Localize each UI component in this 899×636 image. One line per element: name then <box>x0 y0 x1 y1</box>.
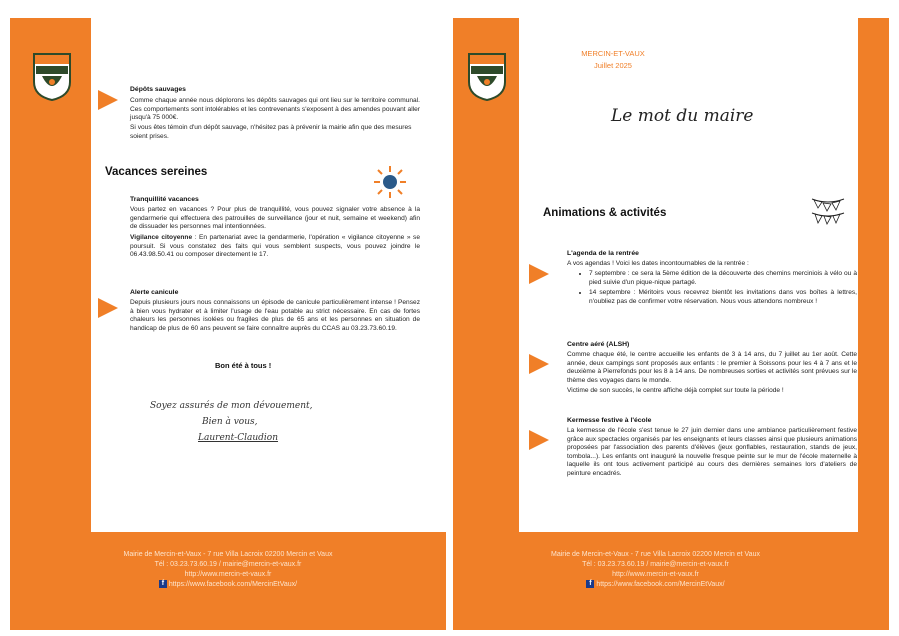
depots-body: Comme chaque année nous déplorons les dépôts sauvages qui ont lieu sur le territoire communal. Ces comportements sont intolérables et les contrevenants s'exposent à des amendes pouvant aller jusqu'à 75 000€. <box>130 97 420 122</box>
bunting-icon <box>811 196 845 226</box>
agenda-title: L'agenda de la rentrée <box>567 250 639 257</box>
footer-facebook[interactable]: https://www.facebook.com/MercinEtVaux/ <box>596 581 725 588</box>
tranquillite-body: Vous partez en vacances ? Pour plus de tranquillité, vous pouvez signaler votre absence à la gendarmerie qui effectuera des patrouilles de surveillance (jour et nuit, semaine et weekend) afin de dissuader les personnes mal intentionnées. <box>130 206 420 231</box>
right-footer <box>453 550 858 590</box>
footer-address: Mairie de Mercin-et-Vaux - 7 rue Villa Lacroix 02200 Mercin et Vaux <box>551 551 760 558</box>
closing-text: Bon été à tous ! <box>215 361 272 370</box>
signature <box>150 398 380 446</box>
footer-address: Mairie de Mercin-et-Vaux - 7 rue Villa Lacroix 02200 Mercin et Vaux <box>123 551 333 558</box>
section-arrow <box>529 354 549 374</box>
left-footer <box>10 550 446 590</box>
footer-facebook-row <box>453 580 858 590</box>
header-date: Juillet 2025 <box>594 61 632 70</box>
kermesse-title: Kermesse festive à l'école <box>567 417 652 424</box>
signature-line-2: Bien à vous, <box>202 417 258 427</box>
section-arrow <box>98 90 118 110</box>
animations-heading: Animations & activités <box>543 207 667 219</box>
section-arrow <box>529 264 549 284</box>
canicule-title: Alerte canicule <box>130 289 179 296</box>
depots-body-2: Si vous êtes témoin d'un dépôt sauvage, n'hésitez pas à prévenir la mairie afin que des mesures soient prises. <box>130 124 412 140</box>
vigilance-paragraph <box>130 234 420 260</box>
facebook-icon[interactable]: f <box>586 580 594 588</box>
section-arrow <box>98 298 118 318</box>
commune-logo <box>32 52 72 102</box>
centre-body: Comme chaque été, le centre accueille les enfants de 3 à 14 ans, du 7 juillet au 1er août. Cette année, deux campings sont proposés aux enfants : le premier à Soissons pour les 4 à 7 ans et le deuxième à Pierrefonds pour les 8 à 14 ans. De nombreuses sorties et activités sont prévues sur le thème des voyages dans le monde. <box>567 351 857 384</box>
tranquillite-title: Tranquillité vacances <box>130 196 199 203</box>
sun-icon <box>373 165 407 199</box>
footer-website[interactable]: http://www.mercin-et-vaux.fr <box>612 571 699 578</box>
agenda-item: • 7 septembre : ce sera la 5ème édition de la découverte des chemins merciniois à vélo ou à pied suivie d'un pique-nique partagé. <box>589 270 857 287</box>
vigilance-label: Vigilance citoyenne <box>130 234 193 241</box>
header-commune-date <box>568 48 658 72</box>
header-commune: MERCIN-ET-VAUX <box>581 49 645 58</box>
footer-facebook-row <box>10 580 446 590</box>
facebook-icon[interactable]: f <box>159 580 167 588</box>
footer-contact: Tél : 03.23.73.60.19 / mairie@mercin-et-vaux.fr <box>154 561 302 568</box>
agenda-item: • 14 septembre : Méritoirs vous recevrez bientôt les invitations dans vos boîtes à lettres, n'oubliez pas de confirmer votre réservation. Nous vous attendons nombreux ! <box>589 289 857 306</box>
agenda-intro: A vos agendas ! Voici les dates incontournables de la rentrée : <box>567 260 749 267</box>
depots-title: Dépôts sauvages <box>130 86 186 93</box>
section-arrow <box>529 430 549 450</box>
centre-body-2: Victime de son succès, le centre affiche déjà complet sur toute la période ! <box>567 387 784 394</box>
kermesse-body: La kermesse de l'école s'est tenue le 27 juin dernier dans une ambiance particulièrement festive grâce aux spectacles organisés par les enseignants et leurs classes ainsi que plusieurs animations proposées par l'association des parents d'élèves (jeux gonflables, restauration, stands de jeux, tombola...). Les enfants ont inauguré la nouvelle fresque peinte sur le mur de l'école maternelle à laquelle ils ont tous activement participé au cours des dernières semaines lors d'ateliers de peinture encadrés. <box>567 427 857 477</box>
commune-logo <box>467 52 507 102</box>
left-page <box>10 18 446 630</box>
page-title: Le mot du maire <box>611 106 754 126</box>
vigilance-body: : En partenariat avec la gendarmerie, l'opération « vigilance citoyenne » se poursuit. Si vous constatez des faits qui vous semblent suspects, vous pouvez joindre le 06.43.98.50.41 ou composer directement le 17. <box>130 234 420 259</box>
footer-facebook[interactable]: https://www.facebook.com/MercinEtVaux/ <box>168 581 298 588</box>
agenda-list <box>575 270 857 308</box>
footer-website[interactable]: http://www.mercin-et-vaux.fr <box>184 571 272 578</box>
vacances-heading: Vacances sereines <box>105 166 208 178</box>
centre-title: Centre aéré (ALSH) <box>567 341 630 348</box>
signature-line-3: Laurent-Claudion <box>198 433 279 443</box>
canicule-body: Depuis plusieurs jours nous connaissons un épisode de canicule particulièrement intense ! Pensez à bien vous hydrater et à limiter l'usage de l'eau potable au strict nécessaire. En cas de fortes chaleurs les personnes isolées ou fragiles de plus de 65 ans et les personnes en situation de handicap de plus de 60 ans peuvent se faire connaître auprès du CCAS au 03.23.73.60.19. <box>130 299 420 332</box>
signature-line-1: Soyez assurés de mon dévouement, <box>150 401 313 411</box>
right-page <box>453 18 889 630</box>
footer-contact: Tél : 03.23.73.60.19 / mairie@mercin-et-vaux.fr <box>582 561 729 568</box>
